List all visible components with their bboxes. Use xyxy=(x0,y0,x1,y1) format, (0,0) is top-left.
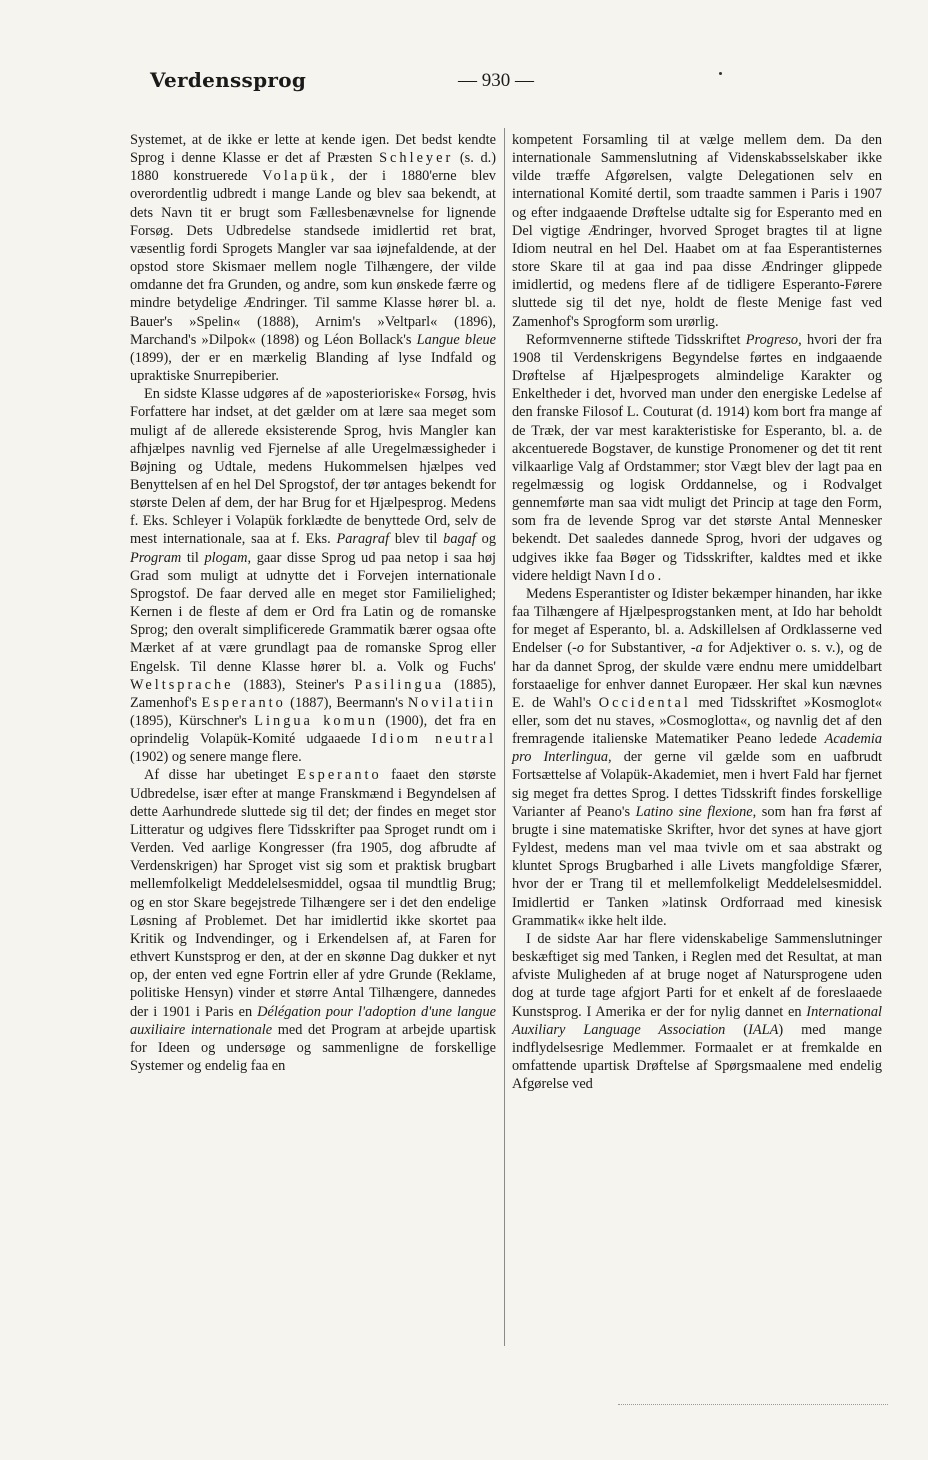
italic-text: Latino sine flexione xyxy=(635,803,753,820)
text-run: ) med mange indflydelsesrige Medlemmer. Formaalet er at fremkalde en omfattende upartisk Drøftelse af Spørgsmaalene med endelig Afgørelse ved xyxy=(512,1021,882,1093)
italic-text: Program xyxy=(130,549,182,566)
text-run: Medens Esperantister og Idister bekæmper hinanden, har ikke faa Tilhængere af Hjælpesprogstanken ment, at Ido har beholdt for meget af Esperanto, bl. a. Adskillelsen af Ordklasserne ved Endelser ( xyxy=(512,585,882,657)
paragraph xyxy=(130,766,496,1075)
text-run: ( xyxy=(725,1021,749,1038)
spaced-text: Ido xyxy=(629,567,658,584)
print-speck xyxy=(719,72,722,75)
text-run: Reformvennerne stiftede Tidsskriftet xyxy=(526,331,746,348)
text-run: (1883), Steiner's xyxy=(233,676,355,693)
right-column xyxy=(512,131,882,1093)
italic-text: plogam xyxy=(204,549,248,566)
text-run: for Adjektiver o. s. v.), og de har da dannet Sprog, der skulde være endnu mere umiddelbart forstaaelige for enhver dannet Europæer. Her skal kun nævnes E. de Wahl's xyxy=(512,640,883,711)
text-run: (1895), Kürschner's xyxy=(130,713,255,729)
text-run: kompetent Forsamling til at vælge mellem dem. Da den internationale Sammenslutning af Videnskabsselskaber ikke vilde træffe Afgørelsen, valgte Delegationen selv en international Komité dertil, som traadte sammen i Paris i 1907 og efter indgaaende Drøftelse udtalte sig for Esperanto med en Del vigtige Ændringer, hvorved Sproget bragtes til at ligne Idiom neutral en hel Del. Haabet om at faa Esperantisternes store Skare til at gaa ind paa disse Ændringer glippede imidlertid, og medens flere af de tidligere Esperanto-Førere sluttede sig til det nye, holdt de fleste Menige fast ved Zamenhof's Sprogform som urørlig. xyxy=(512,132,882,330)
spaced-text: Novilatiin xyxy=(407,694,496,711)
text-run: (1899), der er en mærkelig Blanding af lyse Indfald og upraktiske Snurrepiberier. xyxy=(130,349,496,385)
spaced-text: Lingua komun xyxy=(254,713,379,729)
italic-text: -o xyxy=(572,640,585,657)
left-column xyxy=(130,131,496,1075)
text-run: (1885), Zamenhof's xyxy=(130,676,496,711)
spaced-text: Esperanto xyxy=(297,767,382,784)
text-run: med det Program at arbejde upartisk for Ideen og undersøge og sammenligne de forskellige Systemer og endelig faa en xyxy=(130,1021,496,1074)
text-run: til xyxy=(181,549,205,566)
spaced-text: Occidental xyxy=(598,694,691,711)
text-run: (1887), Beermann's xyxy=(285,694,408,711)
text-run: , gaar disse Sprog ud paa netop i saa høj Grad som muligt at udnytte det i Forvejen internationale Sprogstof. De faar derved alle en meget stor Familielighed; Kernen i de fleste af dem er Ord fra Latin og de romanske Sprog; den overalt simplificerede Grammatik bærer ogsaa ofte Mærket af at være grundlagt paa de romanske Sprog eller Engelsk. Til denne Klasse hører bl. a. Volk og Fuchs' xyxy=(130,549,496,675)
text-run: faaet den største Udbredelse, især efter at mange Franskmænd i Begyndelsen af dette Aarhundrede sluttede sig til det; der findes en meget stor Litteratur og udgives flere Tidsskrifter paa Sproget rundt om i Verden. Ved aarlige Kongresser (fra 1905, dog afbrudte af Verdenskrigen) har Sproget vist sig som et praktisk brugbart mellemfolkeligt Meddelelsesmiddel, ogsaa til mundtlig Brug; og en stor Skare begejstrede Tilhængere ser i det den endelige Løsning af Problemet. Det har imidlertid ikke skortet paa Kritik og Indvendinger, og i Erkendelsen af, at Faren for ethvert Kunstsprog er den, at der en skønne Dag dukker et nyt op, der enten ved egne Fortrin eller af ydre Grunde (Reklame, politiske Hensyn) vinder et større Antal Tilhængere, dannedes der i 1901 i Paris en xyxy=(130,767,497,1020)
text-run: og xyxy=(475,531,496,548)
text-run: I de sidste Aar har flere videnskabelige Sammenslutninger beskæftiget sig med Tanken, i Reglen med det Resultat, at man afviste Muligheden af at bruge noget af Natursprogene uden dog at turde tage afgjort Parti for et enkelt af de foreslaaede Kunstsprog. I Amerika er der for nylig dannet en xyxy=(512,930,882,1020)
spaced-text: Weltsprache xyxy=(130,676,234,693)
italic-text: International Auxiliary Language Association xyxy=(512,1003,882,1038)
spaced-text: Esperanto xyxy=(201,694,286,711)
italic-text: IALA xyxy=(748,1021,779,1038)
paragraph xyxy=(130,385,496,766)
paragraph xyxy=(512,930,882,1093)
text-run: . xyxy=(657,567,662,584)
italic-text: bagaf xyxy=(443,531,476,548)
text-run: , som han fra først af brugte i sine matematiske Skrifter, hvor det synes at have gjort Fyldest, medens man vel maa tvivle om et saa abstrakt og kluntet Sprogs Brugbarhed i alle Livets mangfoldige Sfærer, hvor der er Trang til et mellemfolkeligt Meddelelsesmiddel. Imidlertid er Tanken »latinsk Ordforraad med kinesisk Grammatik« ikke helt ilde. xyxy=(512,803,882,929)
text-run: for Substantiver, xyxy=(584,640,691,657)
text-run: , hvori der fra 1908 til Verdenskrigens Begyndelse førtes en indgaaende Drøftelse af Hjælpesprogets almindelige Karakter og Enkeltheder i det, hvorved man under den energiske Ledelse af den franske Filosof L. Couturat (d. 1914) kom bort fra mange af de Træk, der var mest karakteristiske for Esperanto, bl. a. de akcentuerede Bogstaver, de kunstige Pronomener og det tit rent vilkaarlige Valg af Ordstammer; stor Vægt blev der lagt paa en regelmæssig og logisk Orddannelse, og i Rodvalget gennemførte man saa vidt muligt det Princip at tage den Form, som fra de levende Sprog var det største Antal Mennesker bekendt. Det saaledes dannede Sprog, hvori der udgaves og udgives ikke faa Bøger og Tidsskrifter, kaldtes med et ikke videre heldigt Navn xyxy=(512,331,882,584)
spaced-text: Volapük xyxy=(262,168,331,185)
text-run: blev til xyxy=(389,531,444,548)
italic-text: Academia pro Interlingua xyxy=(512,731,882,766)
text-run: Af disse har ubetinget xyxy=(144,767,298,784)
text-run: (1902) og senere mange flere. xyxy=(130,749,302,766)
italic-text: Paragraf xyxy=(336,531,390,548)
page-header xyxy=(0,68,928,108)
running-head: Verdenssprog xyxy=(150,68,307,92)
text-run: (s. d.) 1880 konstruerede xyxy=(130,150,496,185)
paragraph xyxy=(512,131,882,331)
spaced-text: Pasilingua xyxy=(354,676,445,693)
paragraph xyxy=(512,585,882,930)
italic-text: Délégation pour l'adoption d'une langue auxiliaire internationale xyxy=(130,1003,496,1038)
text-run: , der gerne vil gælde som en uafbrudt Fortsættelse af Volapük-Akademiet, men i hvert Fald har fjernet sig meget fra dettes Sprog. I dettes Tidsskrift findes forskellige Varianter af Peano's xyxy=(512,749,882,820)
text-run: med Tidsskriftet »Kosmoglot« eller, som det nu staves, »Cosmoglotta«, og navnlig det af den fremragende italienske Matematiker Peano ledede xyxy=(512,694,883,748)
italic-text: -a xyxy=(690,640,703,657)
page-number: — 930 — xyxy=(458,70,534,91)
paragraph xyxy=(512,331,882,585)
text-run: , der i 1880'erne blev overordentlig udbredt i mange Lande og blev saa bekendt, at dets Navn tit er brugt som Fællesbenævnelse for lignende Forsøg. Dets Udbredelse standsede imidlertid ret brat, væsentlig fordi Sprogets Mangler var saa iøjnefaldende, at der opstod store Skismaer mellem nogle Tilhængere, der vilde omdanne det fra Grunden, og andre, som kun ønskede færre og mindre betydelige Ændringer. Til samme Klasse hører bl. a. Bauer's »Spelin« (1888), Arnim's »Veltparl« (1896), Marchand's »Dilpok« (1898) og Léon Bollack's xyxy=(130,168,496,348)
text-run: En sidste Klasse udgøres af de »aposterioriske« Forsøg, hvis Forfattere har indset, at det gælder om at lære saa meget som muligt af de allerede eksisterende Sprog, hvis Mangler kan afhjælpes navnlig ved Fjernelse af alle Uregelmæssigheder i Bøjning og Udtale, medens Hukommelsen hjælpes ved Benyttelsen af en hel Del Sprogstof, der tør antages bekendt for største Delen af dem, der har Brug for et Hjælpesprog. Medens f. Eks. Schleyer i Volapük forklædte de benyttede Ord, selv de mest internationale, saa at f. Eks. xyxy=(130,386,496,548)
text-run: Systemet, at de ikke er lette at kende igen. Det bedst kendte Sprog i denne Klasse er det af Præsten xyxy=(130,132,496,167)
paragraph xyxy=(130,131,496,385)
column-divider xyxy=(504,128,505,1346)
italic-text: Langue bleue xyxy=(416,331,496,348)
spaced-text: Schleyer xyxy=(379,150,454,167)
text-run: (1900), det fra en oprindelig Volapük-Komité udgaaede xyxy=(130,713,496,748)
spaced-text: Idiom neutral xyxy=(371,731,496,748)
bottom-rule xyxy=(618,1404,888,1407)
italic-text: Progreso xyxy=(745,331,799,348)
